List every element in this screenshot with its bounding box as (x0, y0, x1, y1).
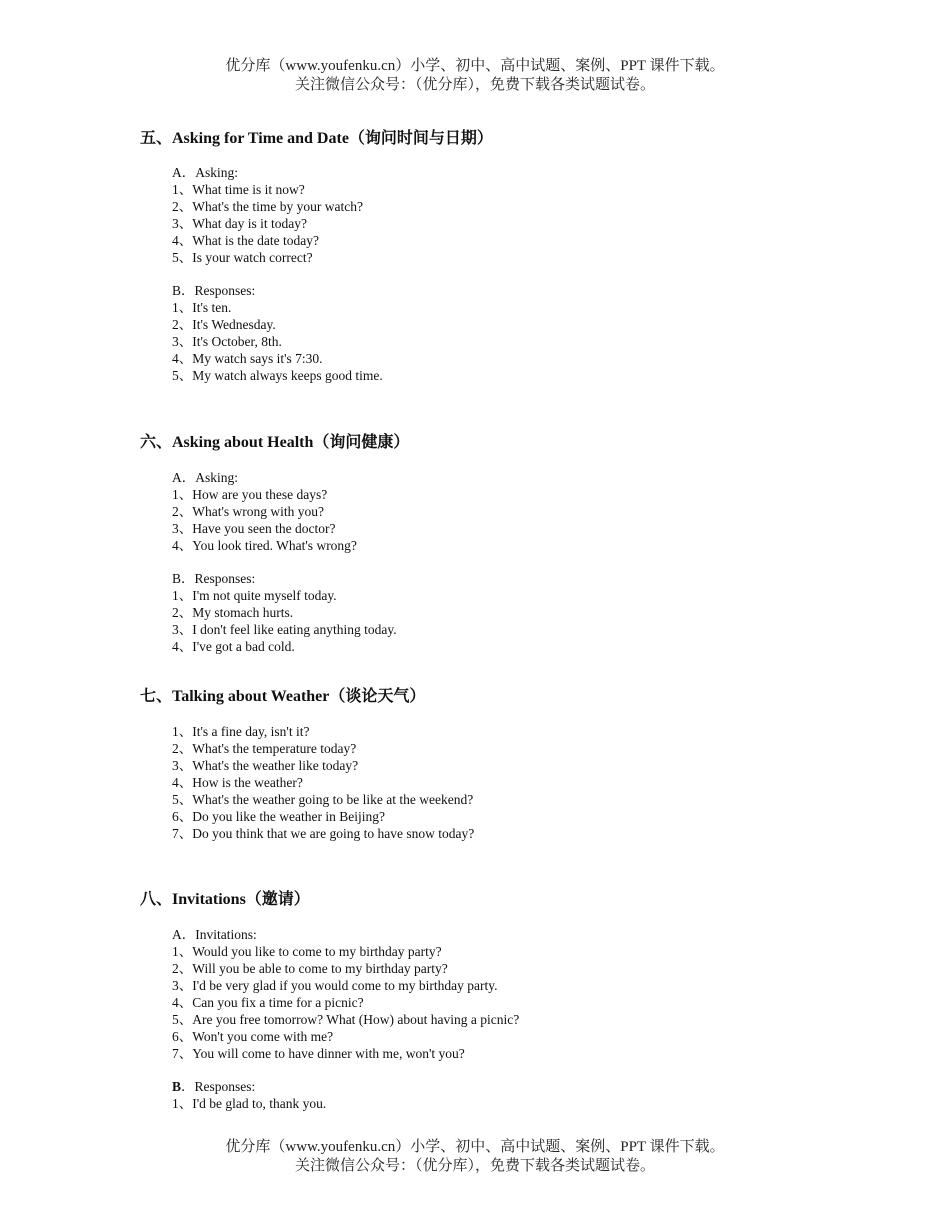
list-item: 5、What's the weather going to be like at the weekend? (172, 792, 474, 807)
page-footer (0, 1138, 950, 1176)
page-header (0, 57, 950, 95)
list-item: 4、You look tired. What's wrong? (172, 538, 357, 553)
list-item: 5、Is your watch correct? (172, 250, 313, 265)
list-item: 1、I'd be glad to, thank you. (172, 1096, 327, 1111)
list-item: 2、It's Wednesday. (172, 317, 276, 332)
responses-label-row (172, 1078, 326, 1095)
section-5-asking (172, 164, 363, 266)
list-item: 3、I'd be very glad if you would come to my birthday party. (172, 978, 498, 993)
section-7-title: 七、Talking about Weather（谈论天气） (140, 688, 426, 705)
list-item: 7、Do you think that we are going to have snow today? (172, 826, 475, 841)
list-item: 6、Won't you come with me? (172, 1029, 334, 1044)
section-8-responses (172, 1078, 326, 1112)
header-line-2: 关注微信公众号：（优分库），免费下载各类试题试卷。 (294, 77, 655, 93)
footer-line-1: 优分库（www.youfenku.cn）小学、初中、高中试题、案例、PPT 课件下载。 (225, 1139, 725, 1155)
responses-letter: B (172, 1079, 182, 1094)
section-8-invitations (172, 926, 519, 1062)
section-8-title: 八、Invitations（邀请） (140, 891, 310, 908)
section-6-title: 六、Asking about Health（询问健康） (140, 434, 410, 451)
footer-line-2: 关注微信公众号：（优分库），免费下载各类试题试卷。 (294, 1158, 655, 1174)
list-item: 2、What's wrong with you? (172, 504, 325, 519)
list-item: 4、My watch says it's 7:30. (172, 351, 323, 366)
header-line-1: 优分库（www.youfenku.cn）小学、初中、高中试题、案例、PPT 课件下载。 (225, 58, 725, 74)
list-item: 2、My stomach hurts. (172, 605, 294, 620)
list-item: 1、It's ten. (172, 300, 232, 315)
list-item: 5、My watch always keeps good time. (172, 368, 383, 383)
asking-label: A．Asking: (172, 165, 239, 180)
list-item: 3、What day is it today? (172, 216, 307, 231)
responses-label: B．Responses: (172, 571, 256, 586)
list-item: 3、What's the weather like today? (172, 758, 359, 773)
list-item: 1、What time is it now? (172, 182, 305, 197)
list-item: 1、I'm not quite myself today. (172, 588, 337, 603)
list-item: 4、How is the weather? (172, 775, 303, 790)
list-item: 4、What is the date today? (172, 233, 319, 248)
list-item: 2、What's the temperature today? (172, 741, 357, 756)
list-item: 4、I've got a bad cold. (172, 639, 295, 654)
asking-label: A．Asking: (172, 470, 239, 485)
list-item: 3、I don't feel like eating anything today. (172, 622, 397, 637)
section-6-responses (172, 570, 397, 655)
list-item: 2、Will you be able to come to my birthday party? (172, 961, 448, 976)
list-item: 6、Do you like the weather in Beijing? (172, 809, 385, 824)
list-item: 1、Would you like to come to my birthday party? (172, 944, 442, 959)
responses-label: B．Responses: (172, 283, 256, 298)
section-7-items (172, 723, 474, 842)
section-5-title: 五、Asking for Time and Date（询问时间与日期） (140, 130, 493, 147)
list-item: 2、What's the time by your watch? (172, 199, 364, 214)
list-item: 5、Are you free tomorrow? What (How) about having a picnic? (172, 1012, 520, 1027)
responses-label: ．Responses: (181, 1079, 256, 1094)
invitations-label: A．Invitations: (172, 927, 257, 942)
list-item: 7、You will come to have dinner with me, won't you? (172, 1046, 465, 1061)
list-item: 1、How are you these days? (172, 487, 328, 502)
list-item: 3、Have you seen the doctor? (172, 521, 336, 536)
list-item: 3、It's October, 8th. (172, 334, 282, 349)
list-item: 1、It's a fine day, isn't it? (172, 724, 310, 739)
list-item: 4、Can you fix a time for a picnic? (172, 995, 364, 1010)
section-6-asking (172, 469, 357, 554)
section-5-responses (172, 282, 383, 384)
